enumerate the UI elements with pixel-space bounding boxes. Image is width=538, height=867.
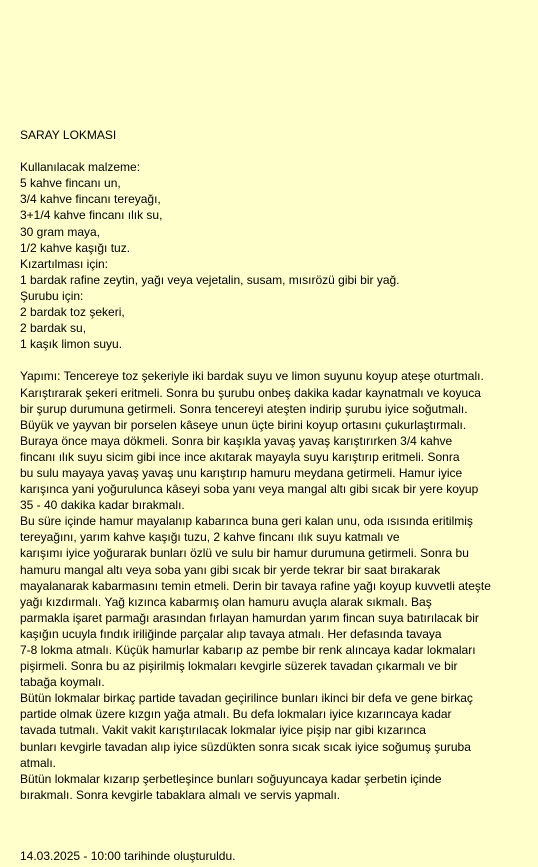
method-line: bırakmalı. Sonra kevgirle tabaklara almalı ve servis yapmalı. xyxy=(20,787,341,802)
ingredient-item: 3/4 kahve fincanı tereyağı, xyxy=(20,192,161,207)
syrup-item: 1 kaşık limon suyu. xyxy=(20,337,123,352)
method-line: 35 - 40 dakika kadar bırakmalı. xyxy=(20,498,185,513)
frying-heading: Kızartılması için: xyxy=(20,256,109,271)
method-line: yağı kızdırmalı. Yağ kızınca kabarmış olan hamuru avuçla alarak sıkmalı. Baş xyxy=(20,594,432,609)
method-paragraphs xyxy=(20,368,530,803)
method-line: Bütün lokmalar birkaç partide tavadan geçirilince bunları ikinci bir defa ve gene birkaç xyxy=(20,691,473,706)
method-line: tereyağını, yarım kahve kaşığı tuzu, 2 kahve fincanı ılık suyu katmalı ve xyxy=(20,530,400,545)
method-line: tabağa koymalı. xyxy=(20,675,105,690)
ingredient-item: 3+1/4 kahve fincanı ılık su, xyxy=(20,208,163,223)
method-line: 7-8 lokma atmalı. Küçük hamurlar kabarıp az pembe bir renk alıncaya kadar lokmaları xyxy=(20,643,476,657)
method-line: Buraya önce maya dökmeli. Sonra bir kaşıkla yavaş yavaş karıştırırken 3/4 kahve xyxy=(20,433,453,448)
recipe-document xyxy=(20,127,530,803)
method-line: tavada tutmalı. Vakit vakit karıştırılacak lokmalar iyice pişip nar gibi kızarınca xyxy=(20,723,426,738)
syrup-item: 2 bardak toz şekeri, xyxy=(20,305,125,320)
method-line: Karıştırarak şekeri eritmeli. Sonra bu şurubu onbeş dakika kadar kaynatmalı ve koyuca xyxy=(20,385,481,400)
method-line: bir şurup durumuna getirmeli. Sonra tencereyi ateşten indirip şurubu iyice soğutmalı. xyxy=(20,401,468,416)
ingredient-item: 5 kahve fincanı un, xyxy=(20,176,121,191)
syrup-heading: Şurubu için: xyxy=(20,288,84,303)
syrup-item: 2 bardak su, xyxy=(20,321,87,336)
frying-item: 1 bardak rafine zeytin, yağı veya vejetalin, susam, mısırözü gibi bir yağ. xyxy=(20,272,400,287)
method-line: karışımı iyice yoğurarak bunları özlü ve sulu bir hamur durumuna getirmeli. Sonra bu xyxy=(20,546,469,561)
generated-timestamp: 14.03.2025 - 10:00 tarihinde oluşturuldu. xyxy=(20,849,236,863)
method-line: bu sulu mayaya yavaş yavaş unu karıştırıp hamuru meydana getirmeli. Hamur iyice xyxy=(20,465,463,480)
spacer xyxy=(20,143,530,159)
method-line: mayalanarak kabarmasını temin etmeli. Derin bir tavaya rafine yağı koyup kuvvetli ateşte xyxy=(20,578,491,593)
ingredients-heading: Kullanılacak malzeme: xyxy=(20,160,141,175)
method-line: parmakla işaret parmağı arasından fırlayan hamurdan yarım fincan suya batırılacak bir xyxy=(20,610,479,625)
method-line: kaşığın ucuyla fındık iriliğinde parçalar alıp tavaya atmalı. Her defasında tavaya xyxy=(20,626,442,641)
spacer xyxy=(20,352,530,368)
ingredient-item: 1/2 kahve kaşığı tuz. xyxy=(20,240,131,255)
method-line: Yapımı: Tencereye toz şekeriyle iki bardak suyu ve limon suyunu koyup ateşe oturtmalı. xyxy=(20,369,484,384)
method-line: hamuru mangal altı veya soba yanı gibi sıcak bir yerde tekrar bir saat bırakarak xyxy=(20,562,441,577)
method-line: Bütün lokmalar kızarıp şerbetleşince bunları soğuyuncaya kadar şerbetin içinde xyxy=(20,771,442,786)
method-line: atmalı. xyxy=(20,755,57,770)
ingredient-item: 30 gram maya, xyxy=(20,224,101,239)
method-line: partide olmak üzere kızgın yağa atmalı. Bu defa lokmaları iyice kızarıncaya kadar xyxy=(20,707,452,722)
method-line: Bu süre içinde hamur mayalanıp kabarınca buna geri kalan unu, oda ısısında eritilmiş xyxy=(20,514,473,529)
method-line: bunları kevgirle tavadan alıp iyice süzdükten sonra sıcak sıcak iyice soğumuş şuruba xyxy=(20,739,471,754)
method-line: karışınca yani yoğurulunca kâseyi soba yanı veya mangal altı gibi sıcak bir yere koyup xyxy=(20,482,479,497)
method-line: pişirmeli. Sonra bu az pişirilmiş lokmaları kevgirle süzerek tavadan çıkarmalı ve bir xyxy=(20,659,458,674)
method-line: fincanı ılık suyu sicim gibi ince ince akıtarak mayayla suyu karıştırıp eritmeli. Sonra xyxy=(20,449,460,464)
method-line: Büyük ve yayvan bir porselen kâseye unun üçte birini koyup ortasını çukurlaştırmalı. xyxy=(20,417,467,432)
recipe-title: SARAY LOKMASI xyxy=(20,128,117,142)
